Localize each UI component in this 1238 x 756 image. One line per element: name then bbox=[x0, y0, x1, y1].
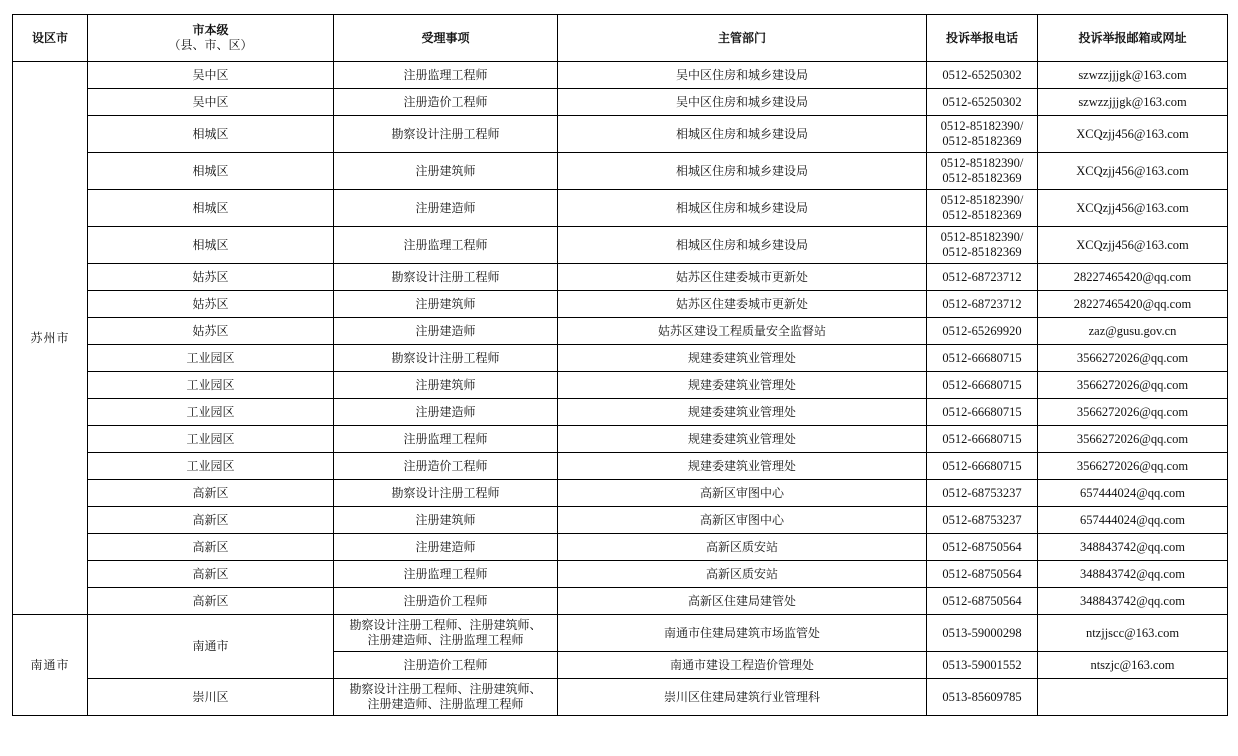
item-cell: 注册监理工程师 bbox=[334, 561, 558, 588]
table-row bbox=[13, 153, 1228, 190]
dept-cell: 高新区质安站 bbox=[558, 561, 927, 588]
phone-line1: 0512-85182390/ bbox=[940, 156, 1024, 170]
county-cell: 姑苏区 bbox=[88, 318, 334, 345]
table-row bbox=[13, 453, 1228, 480]
item-cell: 勘察设计注册工程师 bbox=[334, 345, 558, 372]
phone-cell bbox=[927, 227, 1038, 264]
email-cell: 28227465420@qq.com bbox=[1038, 291, 1228, 318]
table-row bbox=[13, 588, 1228, 615]
email-cell: 348843742@qq.com bbox=[1038, 588, 1228, 615]
table-row bbox=[13, 116, 1228, 153]
table-row bbox=[13, 318, 1228, 345]
county-cell: 姑苏区 bbox=[88, 291, 334, 318]
item-cell: 注册建筑师 bbox=[334, 153, 558, 190]
dept-cell: 南通市住建局建筑市场监管处 bbox=[558, 615, 927, 652]
item-cell: 注册造价工程师 bbox=[334, 89, 558, 116]
header-dept: 主管部门 bbox=[558, 15, 927, 62]
header-row bbox=[13, 15, 1228, 62]
dept-cell: 规建委建筑业管理处 bbox=[558, 426, 927, 453]
phone-cell: 0512-65250302 bbox=[927, 62, 1038, 89]
city-cell-suzhou: 苏州市 bbox=[13, 62, 88, 615]
header-county-line1: 市本级 bbox=[192, 23, 229, 37]
table-row bbox=[13, 507, 1228, 534]
dept-cell: 相城区住房和城乡建设局 bbox=[558, 190, 927, 227]
county-cell: 吴中区 bbox=[88, 89, 334, 116]
email-cell: szwzzjjjgk@163.com bbox=[1038, 89, 1228, 116]
phone-line1: 0512-85182390/ bbox=[940, 230, 1024, 244]
item-cell: 勘察设计注册工程师 bbox=[334, 480, 558, 507]
phone-cell: 0513-85609785 bbox=[927, 679, 1038, 716]
email-cell: XCQzjj456@163.com bbox=[1038, 153, 1228, 190]
table-row bbox=[13, 679, 1228, 716]
item-line1: 勘察设计注册工程师、注册建筑师、 bbox=[349, 618, 542, 632]
dept-cell: 相城区住房和城乡建设局 bbox=[558, 153, 927, 190]
phone-line1: 0512-85182390/ bbox=[940, 119, 1024, 133]
county-cell: 高新区 bbox=[88, 507, 334, 534]
item-line1: 勘察设计注册工程师、注册建筑师、 bbox=[349, 682, 542, 696]
dept-cell: 崇川区住建局建筑行业管理科 bbox=[558, 679, 927, 716]
phone-cell: 0512-66680715 bbox=[927, 426, 1038, 453]
email-cell: 657444024@qq.com bbox=[1038, 480, 1228, 507]
county-cell: 工业园区 bbox=[88, 453, 334, 480]
county-cell: 高新区 bbox=[88, 480, 334, 507]
county-cell: 姑苏区 bbox=[88, 264, 334, 291]
item-cell: 注册建造师 bbox=[334, 399, 558, 426]
dept-cell: 南通市建设工程造价管理处 bbox=[558, 652, 927, 679]
county-cell: 相城区 bbox=[88, 227, 334, 264]
dept-cell: 相城区住房和城乡建设局 bbox=[558, 227, 927, 264]
email-cell: XCQzjj456@163.com bbox=[1038, 116, 1228, 153]
header-county-line2: （县、市、区） bbox=[168, 38, 253, 52]
phone-cell: 0512-68723712 bbox=[927, 264, 1038, 291]
item-cell: 注册造价工程师 bbox=[334, 588, 558, 615]
dept-cell: 吴中区住房和城乡建设局 bbox=[558, 89, 927, 116]
dept-cell: 姑苏区住建委城市更新处 bbox=[558, 264, 927, 291]
email-cell: 348843742@qq.com bbox=[1038, 561, 1228, 588]
email-cell: 3566272026@qq.com bbox=[1038, 399, 1228, 426]
item-cell: 注册建筑师 bbox=[334, 507, 558, 534]
county-cell: 崇川区 bbox=[88, 679, 334, 716]
county-cell: 高新区 bbox=[88, 588, 334, 615]
item-cell bbox=[334, 679, 558, 716]
county-cell: 工业园区 bbox=[88, 372, 334, 399]
phone-cell bbox=[927, 116, 1038, 153]
email-cell bbox=[1038, 679, 1228, 716]
dept-cell: 姑苏区建设工程质量安全监督站 bbox=[558, 318, 927, 345]
item-cell: 注册造价工程师 bbox=[334, 652, 558, 679]
phone-line2: 0512-85182369 bbox=[942, 171, 1022, 185]
phone-cell bbox=[927, 190, 1038, 227]
item-cell: 注册建筑师 bbox=[334, 372, 558, 399]
table-row bbox=[13, 561, 1228, 588]
item-line2: 注册建造师、注册监理工程师 bbox=[367, 697, 524, 711]
county-cell: 工业园区 bbox=[88, 426, 334, 453]
county-cell: 高新区 bbox=[88, 561, 334, 588]
phone-cell: 0512-66680715 bbox=[927, 372, 1038, 399]
dept-cell: 相城区住房和城乡建设局 bbox=[558, 116, 927, 153]
phone-cell: 0512-68723712 bbox=[927, 291, 1038, 318]
email-cell: szwzzjjjgk@163.com bbox=[1038, 62, 1228, 89]
county-cell: 高新区 bbox=[88, 534, 334, 561]
header-item: 受理事项 bbox=[334, 15, 558, 62]
item-cell: 注册监理工程师 bbox=[334, 227, 558, 264]
phone-cell: 0512-68750564 bbox=[927, 588, 1038, 615]
email-cell: ntszjc@163.com bbox=[1038, 652, 1228, 679]
phone-cell: 0513-59001552 bbox=[927, 652, 1038, 679]
item-cell: 注册造价工程师 bbox=[334, 453, 558, 480]
email-cell: 28227465420@qq.com bbox=[1038, 264, 1228, 291]
table-row bbox=[13, 426, 1228, 453]
county-cell: 相城区 bbox=[88, 153, 334, 190]
county-cell: 南通市 bbox=[88, 615, 334, 679]
phone-cell: 0512-66680715 bbox=[927, 453, 1038, 480]
item-cell: 注册建造师 bbox=[334, 190, 558, 227]
header-email: 投诉举报邮箱或网址 bbox=[1038, 15, 1228, 62]
table-row bbox=[13, 264, 1228, 291]
dept-cell: 高新区质安站 bbox=[558, 534, 927, 561]
email-cell: 3566272026@qq.com bbox=[1038, 372, 1228, 399]
table-row bbox=[13, 615, 1228, 652]
item-cell: 注册建造师 bbox=[334, 534, 558, 561]
county-cell: 工业园区 bbox=[88, 345, 334, 372]
phone-cell: 0513-59000298 bbox=[927, 615, 1038, 652]
dept-cell: 高新区审图中心 bbox=[558, 480, 927, 507]
dept-cell: 规建委建筑业管理处 bbox=[558, 453, 927, 480]
phone-cell: 0512-68753237 bbox=[927, 507, 1038, 534]
email-cell: ntzjjscc@163.com bbox=[1038, 615, 1228, 652]
phone-line2: 0512-85182369 bbox=[942, 245, 1022, 259]
table-row bbox=[13, 345, 1228, 372]
phone-cell: 0512-65269920 bbox=[927, 318, 1038, 345]
city-cell-nantong: 南通市 bbox=[13, 615, 88, 716]
email-cell: 3566272026@qq.com bbox=[1038, 345, 1228, 372]
phone-cell: 0512-68750564 bbox=[927, 561, 1038, 588]
table-row bbox=[13, 227, 1228, 264]
table-row bbox=[13, 291, 1228, 318]
table-row bbox=[13, 372, 1228, 399]
header-county bbox=[88, 15, 334, 62]
table-row bbox=[13, 399, 1228, 426]
dept-cell: 规建委建筑业管理处 bbox=[558, 372, 927, 399]
email-cell: 657444024@qq.com bbox=[1038, 507, 1228, 534]
table-row bbox=[13, 190, 1228, 227]
phone-cell: 0512-66680715 bbox=[927, 399, 1038, 426]
dept-cell: 高新区住建局建管处 bbox=[558, 588, 927, 615]
item-cell: 注册建筑师 bbox=[334, 291, 558, 318]
dept-cell: 吴中区住房和城乡建设局 bbox=[558, 62, 927, 89]
item-cell: 勘察设计注册工程师 bbox=[334, 116, 558, 153]
county-cell: 吴中区 bbox=[88, 62, 334, 89]
phone-cell: 0512-66680715 bbox=[927, 345, 1038, 372]
item-cell bbox=[334, 615, 558, 652]
header-phone: 投诉举报电话 bbox=[927, 15, 1038, 62]
item-cell: 注册监理工程师 bbox=[334, 62, 558, 89]
dept-cell: 高新区审图中心 bbox=[558, 507, 927, 534]
email-cell: 3566272026@qq.com bbox=[1038, 453, 1228, 480]
email-cell: XCQzjj456@163.com bbox=[1038, 190, 1228, 227]
phone-cell: 0512-65250302 bbox=[927, 89, 1038, 116]
table-row bbox=[13, 534, 1228, 561]
dept-cell: 姑苏区住建委城市更新处 bbox=[558, 291, 927, 318]
complaint-contact-table bbox=[12, 14, 1228, 716]
item-cell: 注册建造师 bbox=[334, 318, 558, 345]
county-cell: 相城区 bbox=[88, 116, 334, 153]
dept-cell: 规建委建筑业管理处 bbox=[558, 399, 927, 426]
email-cell: XCQzjj456@163.com bbox=[1038, 227, 1228, 264]
email-cell: 3566272026@qq.com bbox=[1038, 426, 1228, 453]
email-cell: 348843742@qq.com bbox=[1038, 534, 1228, 561]
phone-line1: 0512-85182390/ bbox=[940, 193, 1024, 207]
phone-line2: 0512-85182369 bbox=[942, 134, 1022, 148]
phone-line2: 0512-85182369 bbox=[942, 208, 1022, 222]
email-cell: zaz@gusu.gov.cn bbox=[1038, 318, 1228, 345]
item-line2: 注册建造师、注册监理工程师 bbox=[367, 633, 524, 647]
table-row bbox=[13, 89, 1228, 116]
county-cell: 相城区 bbox=[88, 190, 334, 227]
header-city: 设区市 bbox=[13, 15, 88, 62]
item-cell: 注册监理工程师 bbox=[334, 426, 558, 453]
phone-cell: 0512-68753237 bbox=[927, 480, 1038, 507]
phone-cell: 0512-68750564 bbox=[927, 534, 1038, 561]
phone-cell bbox=[927, 153, 1038, 190]
table-row bbox=[13, 62, 1228, 89]
table-row bbox=[13, 480, 1228, 507]
item-cell: 勘察设计注册工程师 bbox=[334, 264, 558, 291]
county-cell: 工业园区 bbox=[88, 399, 334, 426]
dept-cell: 规建委建筑业管理处 bbox=[558, 345, 927, 372]
